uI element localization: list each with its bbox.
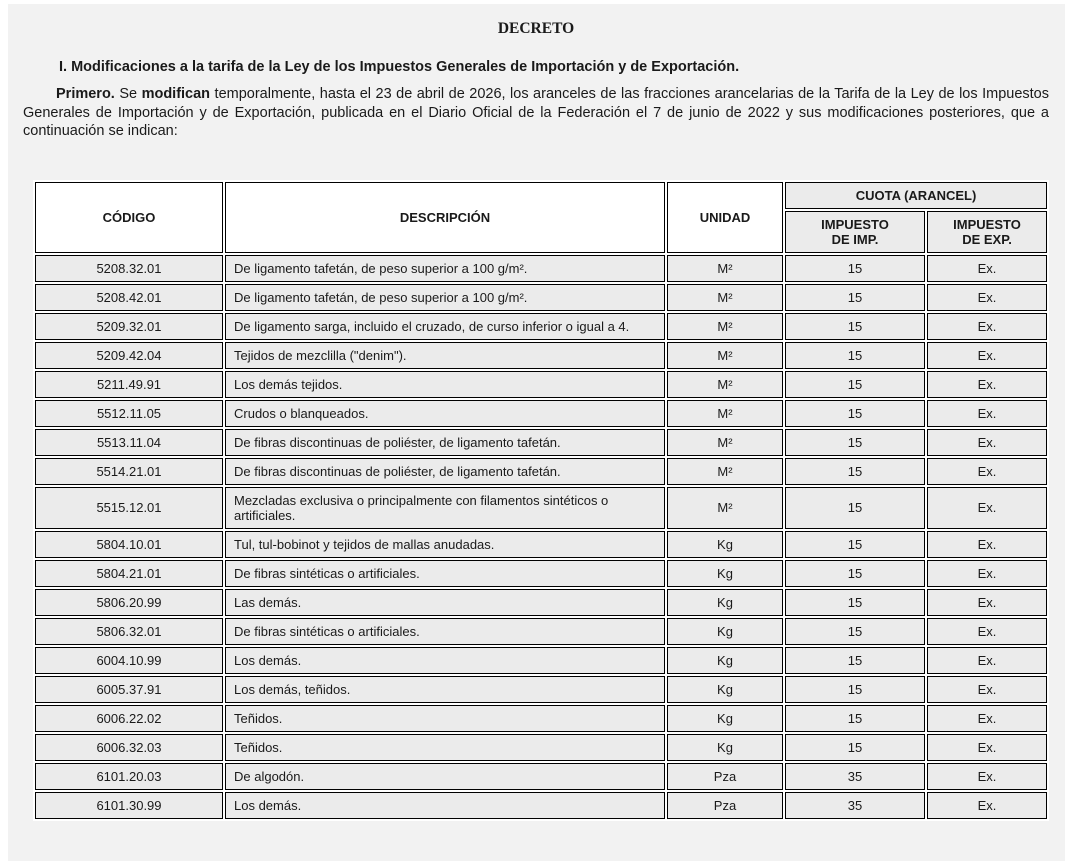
cell-code: 5804.10.01 [35, 531, 223, 558]
cell-unit: Kg [667, 560, 783, 587]
cell-export-duty: Ex. [927, 284, 1047, 311]
cell-description: Crudos o blanqueados. [225, 400, 665, 427]
paragraph-lead-bold: Primero. [56, 86, 115, 102]
cell-code: 5515.12.01 [35, 487, 223, 529]
cell-import-duty: 15 [785, 429, 925, 456]
cell-code: 5512.11.05 [35, 400, 223, 427]
cell-description: Teñidos. [225, 705, 665, 732]
cell-import-duty: 15 [785, 676, 925, 703]
table-row [35, 313, 1047, 340]
table-row [35, 560, 1047, 587]
cell-description: De fibras discontinuas de poliéster, de ligamento tafetán. [225, 458, 665, 485]
cell-code: 6006.32.03 [35, 734, 223, 761]
cell-import-duty: 15 [785, 400, 925, 427]
header-descripcion: DESCRIPCIÓN [225, 182, 665, 253]
cell-import-duty: 15 [785, 342, 925, 369]
table-row [35, 763, 1047, 790]
cell-description: De algodón. [225, 763, 665, 790]
cell-code: 5806.20.99 [35, 589, 223, 616]
cell-import-duty: 15 [785, 560, 925, 587]
cell-code: 6005.37.91 [35, 676, 223, 703]
cell-import-duty: 15 [785, 371, 925, 398]
cell-unit: Kg [667, 531, 783, 558]
cell-code: 5208.32.01 [35, 255, 223, 282]
cell-unit: M² [667, 400, 783, 427]
cell-code: 5513.11.04 [35, 429, 223, 456]
header-impuesto-de-imp-line2: DE IMP. [831, 231, 879, 247]
cell-export-duty: Ex. [927, 763, 1047, 790]
cell-code: 6004.10.99 [35, 647, 223, 674]
table-row [35, 676, 1047, 703]
cell-code: 5209.32.01 [35, 313, 223, 340]
cell-description: Las demás. [225, 589, 665, 616]
cell-unit: M² [667, 371, 783, 398]
cell-import-duty: 15 [785, 589, 925, 616]
cell-unit: Kg [667, 647, 783, 674]
tariff-table [33, 180, 1049, 821]
cell-unit: M² [667, 429, 783, 456]
cell-import-duty: 35 [785, 792, 925, 819]
cell-code: 6101.20.03 [35, 763, 223, 790]
cell-export-duty: Ex. [927, 676, 1047, 703]
cell-export-duty: Ex. [927, 313, 1047, 340]
cell-import-duty: 15 [785, 531, 925, 558]
intro-paragraph [23, 85, 1049, 141]
cell-export-duty: Ex. [927, 458, 1047, 485]
header-impuesto-de-exp-line1: IMPUESTO [953, 216, 1021, 232]
header-row-1 [35, 182, 1047, 209]
cell-description: De ligamento sarga, incluido el cruzado, de curso inferior o igual a 4. [225, 313, 665, 340]
cell-description: Los demás, teñidos. [225, 676, 665, 703]
table-row [35, 589, 1047, 616]
cell-unit: Pza [667, 763, 783, 790]
document-page [8, 4, 1065, 861]
cell-export-duty: Ex. [927, 647, 1047, 674]
cell-unit: M² [667, 255, 783, 282]
cell-description: Los demás tejidos. [225, 371, 665, 398]
table-row [35, 618, 1047, 645]
cell-description: De fibras sintéticas o artificiales. [225, 618, 665, 645]
cell-code: 6006.22.02 [35, 705, 223, 732]
cell-export-duty: Ex. [927, 531, 1047, 558]
cell-unit: Pza [667, 792, 783, 819]
header-codigo: CÓDIGO [35, 182, 223, 253]
table-row [35, 400, 1047, 427]
cell-unit: Kg [667, 676, 783, 703]
cell-unit: M² [667, 487, 783, 529]
cell-export-duty: Ex. [927, 705, 1047, 732]
paragraph-bold-word: modifican [141, 86, 211, 102]
cell-export-duty: Ex. [927, 618, 1047, 645]
cell-import-duty: 15 [785, 487, 925, 529]
cell-export-duty: Ex. [927, 560, 1047, 587]
cell-unit: M² [667, 284, 783, 311]
header-cuota-arancel-group: CUOTA (ARANCEL) [785, 182, 1047, 209]
cell-description: De fibras discontinuas de poliéster, de ligamento tafetán. [225, 429, 665, 456]
table-row [35, 458, 1047, 485]
cell-unit: M² [667, 313, 783, 340]
cell-export-duty: Ex. [927, 734, 1047, 761]
cell-export-duty: Ex. [927, 589, 1047, 616]
paragraph-text: Se [114, 86, 142, 102]
cell-code: 5804.21.01 [35, 560, 223, 587]
cell-import-duty: 15 [785, 255, 925, 282]
table-row [35, 705, 1047, 732]
table-row [35, 647, 1047, 674]
cell-description: Teñidos. [225, 734, 665, 761]
tariff-table-body [35, 255, 1047, 819]
cell-export-duty: Ex. [927, 487, 1047, 529]
cell-code: 5208.42.01 [35, 284, 223, 311]
cell-unit: Kg [667, 734, 783, 761]
cell-export-duty: Ex. [927, 342, 1047, 369]
header-impuesto-de-exp [927, 211, 1047, 253]
cell-code: 6101.30.99 [35, 792, 223, 819]
cell-description: Mezcladas exclusiva o principalmente con filamentos sintéticos o artificiales. [225, 487, 665, 529]
header-impuesto-de-imp-line1: IMPUESTO [821, 216, 889, 232]
cell-code: 5514.21.01 [35, 458, 223, 485]
cell-description: Los demás. [225, 647, 665, 674]
header-impuesto-de-exp-line2: DE EXP. [962, 231, 1012, 247]
cell-import-duty: 35 [785, 763, 925, 790]
table-row [35, 429, 1047, 456]
cell-import-duty: 15 [785, 734, 925, 761]
header-unidad: UNIDAD [667, 182, 783, 253]
cell-code: 5806.32.01 [35, 618, 223, 645]
table-row [35, 487, 1047, 529]
cell-export-duty: Ex. [927, 792, 1047, 819]
cell-import-duty: 15 [785, 647, 925, 674]
cell-import-duty: 15 [785, 284, 925, 311]
section-heading: I. Modificaciones a la tarifa de la Ley de los Impuestos Generales de Importación y de Exportación. [59, 59, 740, 75]
cell-code: 5211.49.91 [35, 371, 223, 398]
cell-description: De ligamento tafetán, de peso superior a 100 g/m². [225, 284, 665, 311]
cell-export-duty: Ex. [927, 371, 1047, 398]
cell-import-duty: 15 [785, 705, 925, 732]
cell-import-duty: 15 [785, 313, 925, 340]
table-row [35, 284, 1047, 311]
cell-unit: Kg [667, 618, 783, 645]
cell-unit: Kg [667, 589, 783, 616]
header-impuesto-de-imp [785, 211, 925, 253]
paragraph-text: temporalmente, hasta el 23 de abril de 2026, los aranceles de las fracciones arancelarias de la Tarifa de la Ley de los Impuestos Generales de Importación y de Exportación, publicada en el Diario Oficial de la Federación el 7 de junio de 2022 y sus modificaciones posteriores, que a continuación se indican: [23, 86, 1049, 139]
cell-code: 5209.42.04 [35, 342, 223, 369]
table-row [35, 792, 1047, 819]
tariff-table-header [35, 182, 1047, 253]
cell-unit: Kg [667, 705, 783, 732]
cell-description: Tul, tul-bobinot y tejidos de mallas anudadas. [225, 531, 665, 558]
table-row [35, 255, 1047, 282]
cell-import-duty: 15 [785, 458, 925, 485]
cell-description: Los demás. [225, 792, 665, 819]
table-row [35, 734, 1047, 761]
table-row [35, 342, 1047, 369]
cell-description: Tejidos de mezclilla ("denim"). [225, 342, 665, 369]
cell-export-duty: Ex. [927, 400, 1047, 427]
cell-export-duty: Ex. [927, 255, 1047, 282]
cell-export-duty: Ex. [927, 429, 1047, 456]
table-row [35, 371, 1047, 398]
cell-description: De fibras sintéticas o artificiales. [225, 560, 665, 587]
table-row [35, 531, 1047, 558]
cell-import-duty: 15 [785, 618, 925, 645]
cell-unit: M² [667, 342, 783, 369]
document-title: DECRETO [497, 20, 575, 37]
cell-description: De ligamento tafetán, de peso superior a 100 g/m². [225, 255, 665, 282]
cell-unit: M² [667, 458, 783, 485]
